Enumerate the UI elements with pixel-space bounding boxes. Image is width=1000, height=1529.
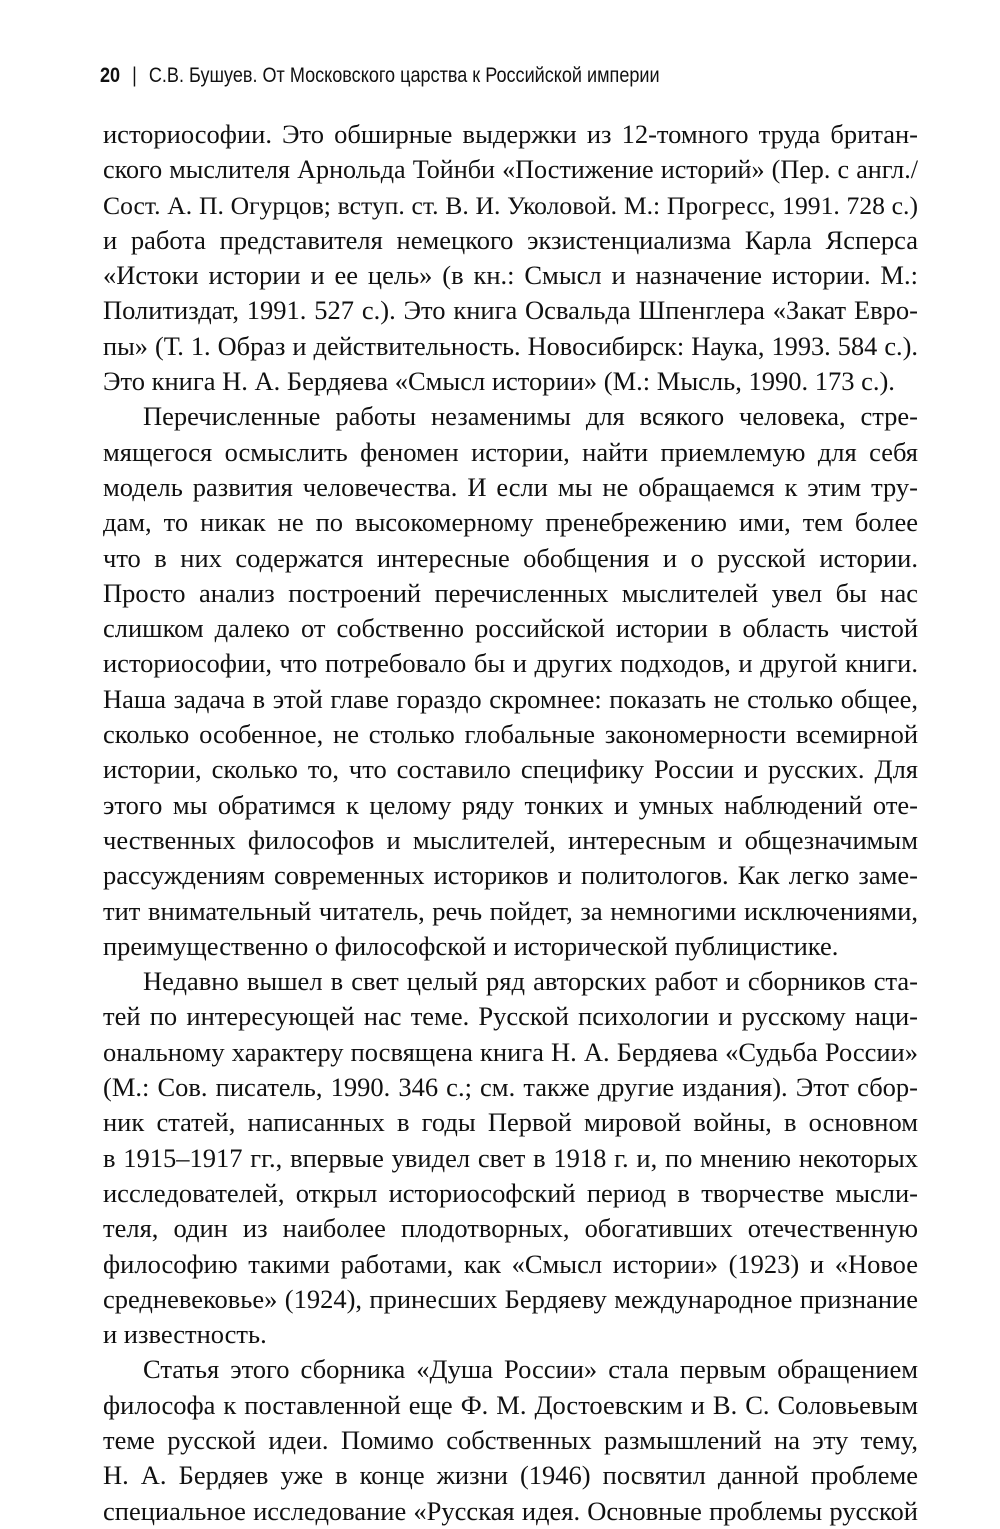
- running-head: [100, 62, 805, 90]
- text-line: модель развития человечества. И если мы не обращаемся к этим тру-: [103, 471, 918, 502]
- text-line: преимущественно о философской и исторической публицистике.: [103, 930, 839, 961]
- text-line: средневековье» (1924), принесших Бердяеву международное признание: [103, 1283, 918, 1314]
- text-line: в 1915–1917 гг., впервые увидел свет в 1918 г. и, по мнению некоторых: [103, 1142, 918, 1173]
- header-separator: |: [132, 64, 137, 87]
- text-line: Перечисленные работы незаменимы для всякого человека, стре-: [143, 401, 918, 432]
- paragraph: [103, 964, 918, 1352]
- text-line: (М.: Сов. писатель, 1990. 346 с.; см. также другие издания). Этот сбор-: [103, 1072, 918, 1103]
- text-line: рассуждениям современных историков и политологов. Как легко заме-: [103, 860, 918, 891]
- text-line: мящегося осмыслить феномен истории, найти приемлемую для себя: [103, 436, 918, 467]
- paragraph: [103, 117, 918, 399]
- text-line: этого мы обратимся к целому ряду тонких и умных наблюдений оте-: [103, 789, 918, 820]
- text-line: историософии, что потребовало бы и других подходов, и другой книги.: [103, 648, 918, 679]
- running-title: С.В. Бушуев. От Московского царства к Российской империи: [148, 64, 660, 87]
- text-line: ональному характеру посвящена книга Н. А. Бердяева «Судьба России»: [103, 1036, 918, 1067]
- paragraph: [103, 399, 918, 964]
- text-line: истории, сколько то, что составило специфику России и русских. Для: [103, 754, 918, 785]
- text-line: Наша задача в этой главе гораздо скромнее: показать не столько общее,: [103, 683, 918, 714]
- text-line: дам, то никак не по высокомерному пренебрежению ими, тем более: [103, 507, 918, 538]
- text-line: ского мыслителя Арнольда Тойнби «Постижение историй» (Пер. с англ./: [103, 155, 918, 185]
- paragraph: [103, 1352, 918, 1528]
- text-line: ник статей, написанных в годы Первой мировой войны, в основном: [103, 1107, 918, 1138]
- body-text: [103, 117, 918, 1529]
- text-line: теме русской идеи. Помимо собственных размышлений на эту тему,: [103, 1424, 918, 1455]
- text-line: слишком далеко от собственно российской истории в область чистой: [103, 613, 918, 644]
- text-line: философию такими работами, как «Смысл истории» (1923) и «Новое: [103, 1248, 918, 1279]
- text-line: сколько особенное, не столько глобальные закономерности всемирной: [103, 719, 918, 750]
- text-line: что в них содержатся интересные обобщения и о русской истории.: [103, 542, 918, 573]
- text-line: философа к поставленной еще Ф. М. Достоевским и В. С. Соловьевым: [103, 1389, 918, 1420]
- text-line: Сост. А. П. Огурцов; вступ. ст. В. И. Уколовой. М.: Прогресс, 1991. 728 с.): [103, 190, 918, 220]
- text-line: и работа представителя немецкого экзистенциализма Карла Ясперса: [103, 224, 918, 255]
- page-number: 20: [100, 64, 121, 87]
- text-line: тит внимательный читатель, речь пойдет, за немногими исключениями,: [103, 895, 918, 926]
- text-line: «Истоки истории и ее цель» (в кн.: Смысл и назначение истории. М.:: [103, 260, 918, 291]
- text-line: тей по интересующей нас теме. Русской психологии и русскому наци-: [103, 1001, 918, 1032]
- text-line: исследователей, открыл историософский период в творчестве мысли-: [103, 1177, 918, 1208]
- text-line: и известность.: [103, 1319, 267, 1350]
- text-line: теля, один из наиболее плодотворных, обогативших отечественную: [103, 1213, 918, 1244]
- text-line: Это книга Н. А. Бердяева «Смысл истории» (М.: Мысль, 1990. 173 с.).: [103, 366, 895, 397]
- text-line: Недавно вышел в свет целый ряд авторских работ и сборников ста-: [143, 966, 918, 997]
- text-line: специальное исследование «Русская идея. Основные проблемы русской: [103, 1495, 918, 1526]
- text-line: Статья этого сборника «Душа России» стала первым обращением: [143, 1354, 918, 1385]
- text-line: Н. А. Бердяев уже в конце жизни (1946) посвятил данной проблеме: [103, 1460, 918, 1491]
- text-line: Просто анализ построений перечисленных мыслителей увел бы нас: [103, 577, 918, 608]
- text-line: чественных философов и мыслителей, интересным и общезначимым: [103, 824, 918, 855]
- text-line: Политиздат, 1991. 527 с.). Это книга Освальда Шпенглера «Закат Евро-: [103, 295, 918, 326]
- text-line: пы» (Т. 1. Образ и действительность. Новосибирск: Наука, 1993. 584 с.).: [103, 331, 918, 361]
- text-line: историософии. Это обширные выдержки из 12-томного труда британ-: [103, 119, 918, 149]
